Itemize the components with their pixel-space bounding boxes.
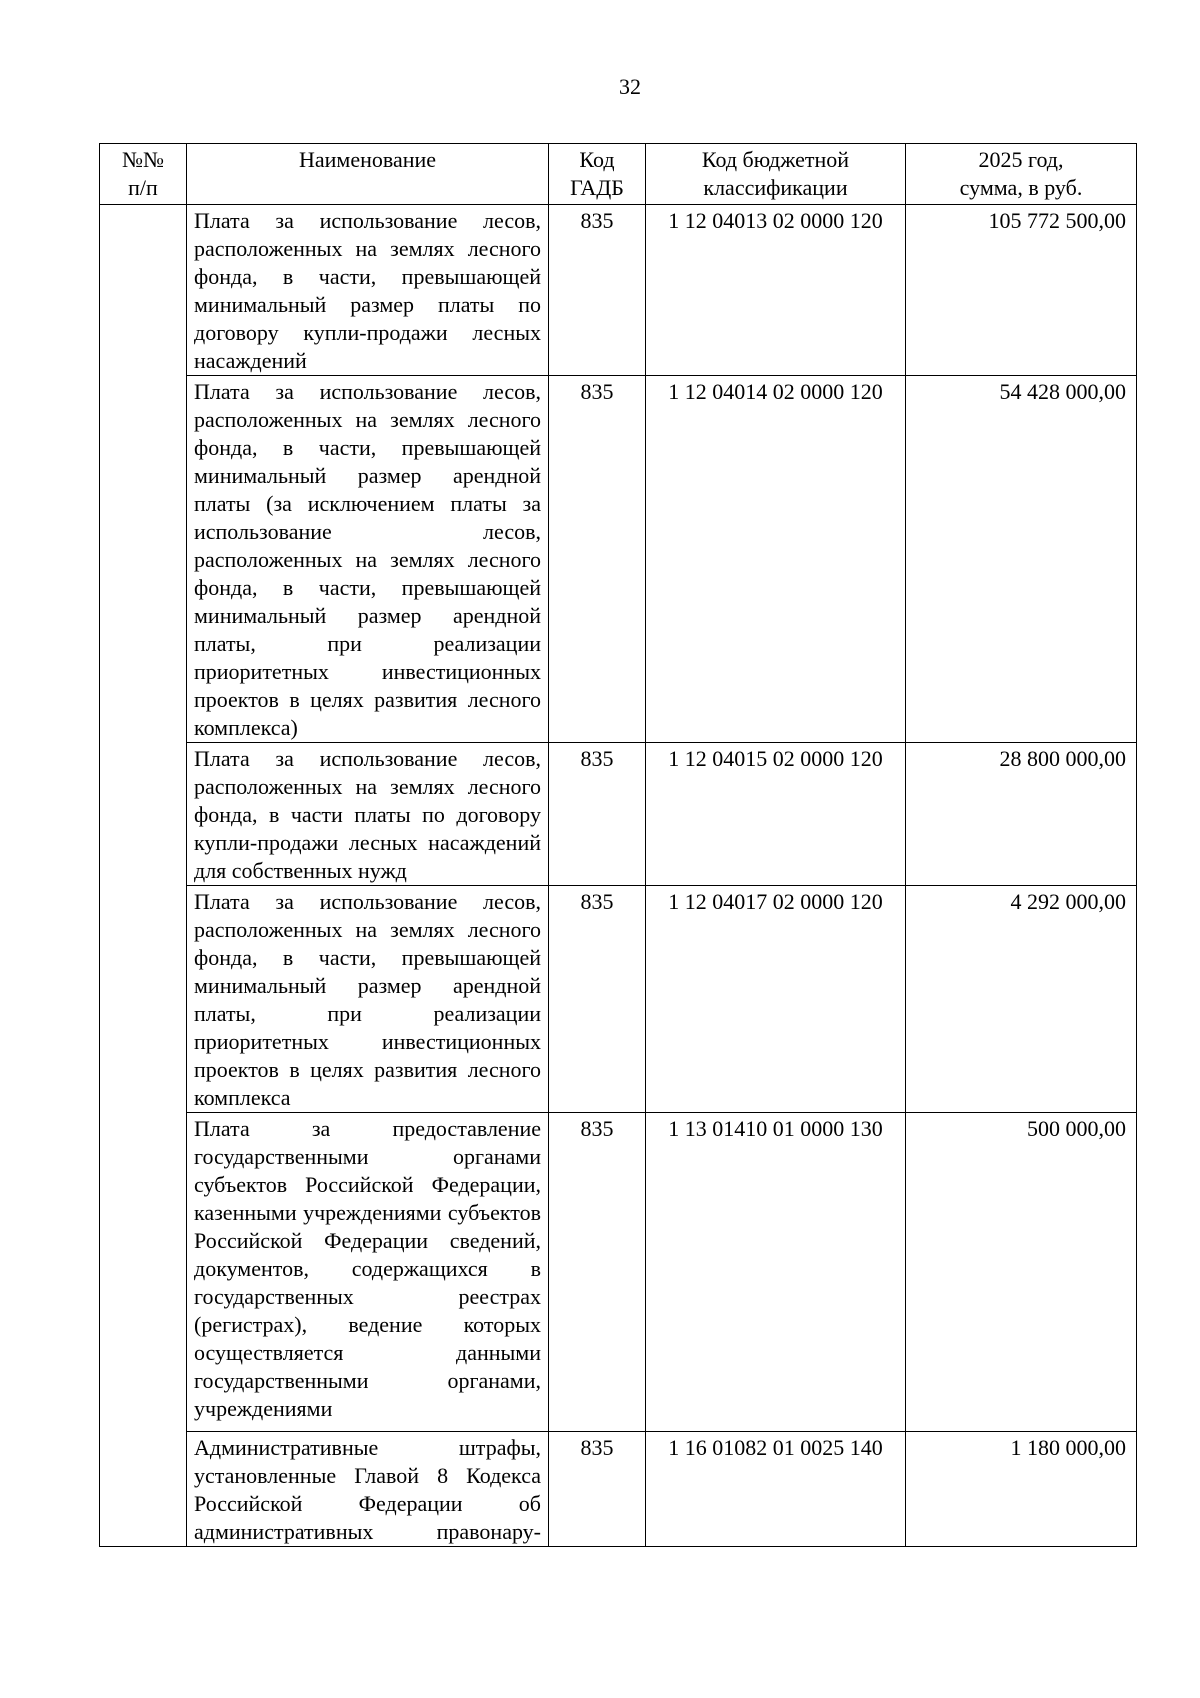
- row-kbk-cell: 1 12 04015 02 0000 120: [646, 743, 906, 886]
- row-num-cell: [100, 205, 187, 1547]
- row-gadb-cell: 835: [549, 743, 646, 886]
- row-kbk-cell: 1 16 01082 01 0025 140: [646, 1432, 906, 1547]
- row-kbk-cell: 1 13 01410 01 0000 130: [646, 1113, 906, 1432]
- row-name-cell: Плата за использование лесов, расположенных на землях лесного фонда, в части платы по договору купли-продажи лесных насаждений для собственных нужд: [187, 743, 549, 886]
- row-sum-cell: 54 428 000,00: [906, 376, 1137, 743]
- header-num-line1: №№: [122, 147, 164, 172]
- table-row: [100, 1113, 1137, 1432]
- header-name: [187, 144, 549, 205]
- row-kbk-cell: 1 12 04013 02 0000 120: [646, 205, 906, 376]
- row-sum-cell: 4 292 000,00: [906, 886, 1137, 1113]
- table-row: [100, 205, 1137, 376]
- header-kbk-line2: классификации: [703, 175, 848, 200]
- row-name-cell: Плата за использование лесов, расположенных на землях лесного фонда, в части, превышающей минимальный размер арендной платы, при реализации приоритетных инвестиционных проектов в целях развития лесного комплекса: [187, 886, 549, 1113]
- table-row: [100, 1432, 1137, 1547]
- row-sum-cell: 500 000,00: [906, 1113, 1137, 1432]
- row-sum-cell: 28 800 000,00: [906, 743, 1137, 886]
- header-gadb-line2: ГАДБ: [570, 175, 624, 200]
- header-num: [100, 144, 187, 205]
- row-gadb-cell: 835: [549, 1113, 646, 1432]
- row-name-cell: Административные штрафы, установленные Главой 8 Кодекса Российской Федерации об административных правонару-: [187, 1432, 549, 1547]
- row-gadb-cell: 835: [549, 376, 646, 743]
- row-kbk-cell: 1 12 04017 02 0000 120: [646, 886, 906, 1113]
- row-sum-cell: 105 772 500,00: [906, 205, 1137, 376]
- header-num-line2: п/п: [128, 175, 158, 200]
- table-row: [100, 886, 1137, 1113]
- page-number: 32: [619, 74, 641, 99]
- table-row: [100, 376, 1137, 743]
- row-sum-cell: 1 180 000,00: [906, 1432, 1137, 1547]
- header-sum-line2: сумма, в руб.: [959, 175, 1083, 200]
- row-gadb-cell: 835: [549, 205, 646, 376]
- header-name-label: Наименование: [298, 147, 437, 172]
- header-sum-line1: 2025 год,: [978, 147, 1064, 172]
- row-gadb-cell: 835: [549, 886, 646, 1113]
- row-name-cell: Плата за предоставление государственными органами субъектов Российской Федерации, казенными учреждениями субъектов Российской Федерации сведений, документов, содержащихся в государственных реестрах (регистрах), ведение которых осуществляется данными государственными органами, учреждениями: [187, 1113, 549, 1432]
- row-name-cell: Плата за использование лесов, расположенных на землях лесного фонда, в части, превышающей минимальный размер арендной платы (за исключением платы за использование лесов, расположенных на землях лесного фонда, в части, превышающей минимальный размер арендной платы, при реализации приоритетных инвестиционных проектов в целях развития лесного комплекса): [187, 376, 549, 743]
- header-sum: [906, 144, 1137, 205]
- header-gadb-line1: Код: [579, 147, 615, 172]
- header-kbk: [646, 144, 906, 205]
- row-kbk-cell: 1 12 04014 02 0000 120: [646, 376, 906, 743]
- row-gadb-cell: 835: [549, 1432, 646, 1547]
- table-header-row: [100, 144, 1137, 205]
- row-name-cell: Плата за использование лесов, расположенных на землях лесного фонда, в части, превышающей минимальный размер платы по договору купли-продажи лесных насаждений: [187, 205, 549, 376]
- header-gadb: [549, 144, 646, 205]
- header-kbk-line1: Код бюджетной: [701, 147, 850, 172]
- table-row: [100, 743, 1137, 886]
- budget-table: [99, 143, 1137, 1547]
